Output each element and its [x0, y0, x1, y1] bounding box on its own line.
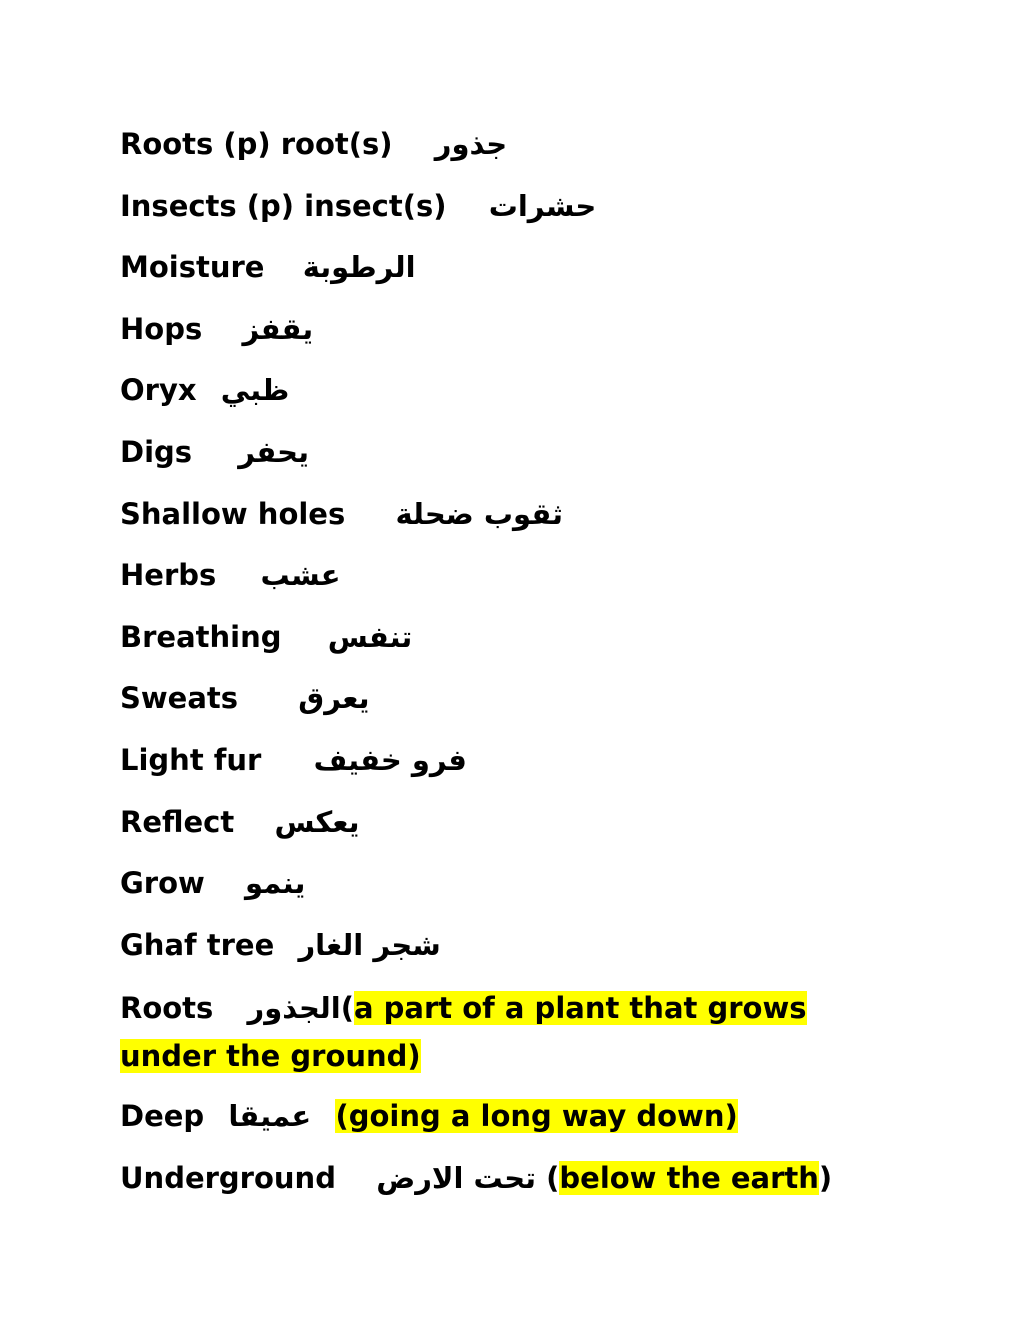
- vocab-line-sweats: [120, 676, 910, 720]
- english-term: Herbs: [120, 558, 217, 593]
- english-term: Ghaf tree: [120, 927, 275, 962]
- english-term: Hops: [120, 311, 203, 346]
- arabic-term: ينمو: [245, 866, 306, 901]
- arabic-term: فرو خفيف: [313, 742, 467, 777]
- arabic-term: يعكس: [274, 804, 360, 839]
- arabic-term: عميقا: [228, 1099, 312, 1134]
- arabic-term: تحت الارض: [376, 1160, 537, 1195]
- vocab-line-breathing: [120, 615, 910, 659]
- english-term: Reflect: [120, 804, 235, 839]
- english-term: Digs: [120, 434, 193, 469]
- english-term: Roots (p) root(s): [120, 127, 393, 161]
- english-term: Sweats: [120, 681, 239, 716]
- arabic-term: تنفس: [327, 619, 413, 654]
- document-page: [120, 122, 910, 1218]
- arabic-term: شجر الغار: [298, 927, 441, 962]
- english-term: Shallow holes: [120, 496, 346, 531]
- vocab-line-shallow-holes: [120, 492, 910, 536]
- highlighted-definition: (going a long way down): [335, 1099, 738, 1134]
- arabic-term: يحفر: [238, 434, 309, 469]
- arabic-term: ثقوب ضحلة: [395, 496, 563, 531]
- arabic-term: الجذور: [247, 991, 341, 1026]
- arabic-term: حشرات: [488, 188, 597, 223]
- highlighted-definition: below the earth: [559, 1160, 819, 1195]
- vocab-line-ghaf-tree: [120, 923, 910, 967]
- english-term: Moisture: [120, 250, 265, 285]
- open-paren: (: [340, 991, 354, 1026]
- definition-line-roots: [120, 984, 910, 1080]
- vocab-line-grow: [120, 861, 910, 905]
- arabic-term: يعرق: [298, 681, 370, 716]
- vocab-line-herbs: [120, 553, 910, 597]
- vocab-line-insects: [120, 184, 910, 228]
- vocab-line-digs: [120, 430, 910, 474]
- arabic-term: جذور: [434, 127, 508, 161]
- english-term: Oryx: [120, 373, 197, 408]
- vocab-line-reflect: [120, 800, 910, 844]
- open-paren: (: [546, 1160, 560, 1195]
- vocab-line-light-fur: [120, 738, 910, 782]
- english-term: Breathing: [120, 619, 282, 654]
- arabic-term: ظبي: [220, 373, 290, 408]
- arabic-term: عشب: [260, 558, 341, 593]
- english-term: Roots: [120, 991, 214, 1026]
- english-term: Deep: [120, 1099, 205, 1134]
- vocab-line-roots: [120, 122, 910, 166]
- vocab-line-moisture: [120, 245, 910, 289]
- english-term: Grow: [120, 866, 205, 901]
- arabic-term: يقفز: [242, 311, 314, 346]
- arabic-term: الرطوبة: [302, 250, 416, 285]
- definition-line-underground: [120, 1156, 910, 1200]
- definition-line-deep: [120, 1094, 910, 1138]
- vocab-line-oryx: [120, 368, 910, 412]
- close-paren: ): [818, 1160, 833, 1195]
- english-term: Light fur: [120, 742, 262, 777]
- highlighted-definition: a part of a plant that grows under the ground): [120, 991, 807, 1074]
- english-term: Insects (p) insect(s): [120, 188, 447, 223]
- vocab-line-hops: [120, 307, 910, 351]
- english-term: Underground: [120, 1160, 336, 1195]
